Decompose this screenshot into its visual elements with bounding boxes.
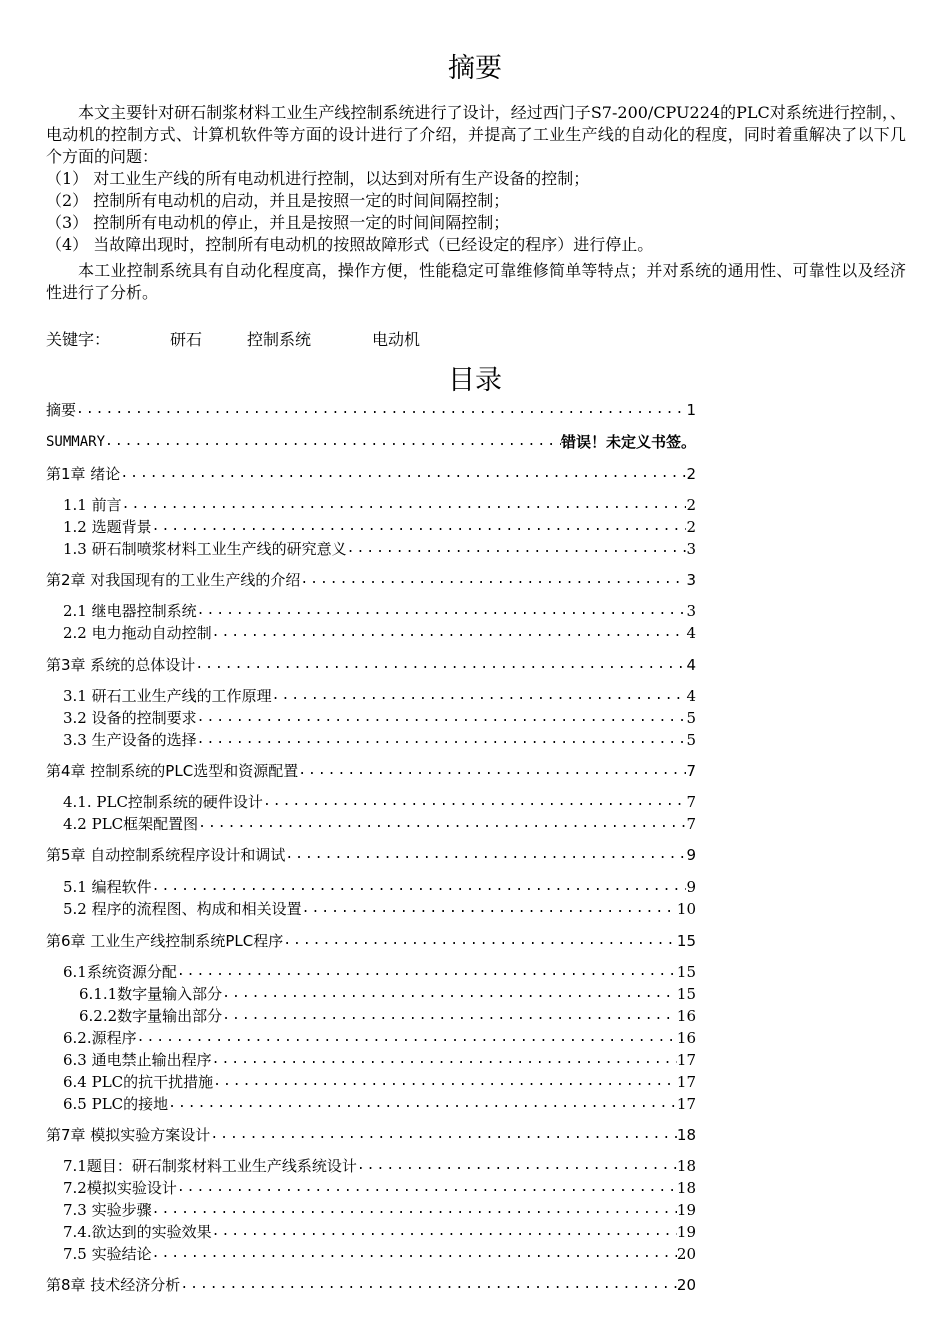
toc-entry-title: 第4章 控制系统的PLC选型和资源配置 xyxy=(46,762,299,780)
toc-entry-title: 第2章 对我国现有的工业生产线的介绍 xyxy=(46,571,301,589)
toc-dot-leader xyxy=(298,761,686,781)
toc-entry-title: 6.5 PLC的接地 xyxy=(63,1095,169,1113)
toc-dot-leader xyxy=(222,1006,677,1026)
toc-title: 目录 xyxy=(448,365,502,396)
toc-entry-title: 7.2模拟实验设计 xyxy=(63,1179,177,1197)
toc-entry[interactable] xyxy=(46,1048,696,1070)
abstract-item-4: （4） 当故障出现时，控制所有电动机的按照故障形式（已经设定的程序）进行停止。 xyxy=(46,235,654,254)
toc-entry-page: 15 xyxy=(676,963,696,981)
toc-dot-leader xyxy=(137,1028,677,1048)
abstract-item-1: （1） 对工业生产线的所有电动机进行控制，以达到对所有生产设备的控制； xyxy=(46,169,590,188)
toc-entry-page: 1 xyxy=(686,401,696,419)
toc-entry[interactable] xyxy=(46,812,696,834)
toc-entry-page: 16 xyxy=(676,1007,696,1025)
toc-entry[interactable] xyxy=(46,1092,696,1114)
keyword-2: 控制系统 xyxy=(247,330,312,349)
toc-dot-leader xyxy=(272,686,687,706)
toc-entry-page: 4 xyxy=(686,687,696,705)
toc-entry[interactable] xyxy=(46,1004,696,1026)
toc-entry-title: 6.1.1数字量输入部分 xyxy=(79,985,223,1003)
toc-dot-leader xyxy=(212,1050,677,1070)
toc-dot-leader xyxy=(285,845,686,865)
toc-entry[interactable] xyxy=(46,515,696,537)
toc-entry[interactable] xyxy=(46,1026,696,1048)
toc-entry-title: 6.3 通电禁止输出程序 xyxy=(63,1051,212,1069)
toc-entry-title: 1.3 研石制喷浆材料工业生产线的研究意义 xyxy=(63,540,347,558)
toc-entry[interactable] xyxy=(46,653,696,675)
toc-entry[interactable] xyxy=(46,1123,696,1145)
toc-entry-title: 6.2.2数字量输出部分 xyxy=(79,1007,223,1025)
toc-entry-page: 17 xyxy=(676,1095,696,1113)
toc-dot-leader xyxy=(122,495,687,515)
toc-entry-page: 2 xyxy=(686,496,696,514)
toc-entry[interactable] xyxy=(46,568,696,590)
toc-entry[interactable] xyxy=(46,462,696,484)
toc-entry-page: 20 xyxy=(676,1245,696,1263)
toc-entry[interactable] xyxy=(46,684,696,706)
toc-entry-title: 5.2 程序的流程图、构成和相关设置 xyxy=(63,900,302,918)
toc-entry[interactable] xyxy=(46,728,696,750)
toc-entry-title: 7.4.欲达到的实验效果 xyxy=(63,1223,212,1241)
toc-entry[interactable] xyxy=(46,790,696,812)
abstract-item-3: （3） 控制所有电动机的停止，并且是按照一定的时间间隔控制； xyxy=(46,213,510,232)
toc-dot-leader xyxy=(168,1094,677,1114)
toc-entry-title: 3.2 设备的控制要求 xyxy=(63,709,197,727)
toc-dot-leader xyxy=(302,899,677,919)
toc-entry-title: 1.1 前言 xyxy=(63,496,122,514)
toc-entry-title: 6.4 PLC的抗干扰措施 xyxy=(63,1073,214,1091)
toc-entry-page: 15 xyxy=(676,985,696,1003)
abstract-intro: 本文主要针对研石制浆材料工业生产线控制系统进行了设计，经过西门子S7-200/CPU224的PLC对系统进行控制，、电动机的控制方式、计算机软件等方面的设计进行了介绍，并提高了工业生产线的自动化的程度，同时着重解决了以下几个方面的问题： xyxy=(46,103,906,166)
toc-entry[interactable] xyxy=(46,1176,696,1198)
abstract-conclusion: 本工业控制系统具有自动化程度高，操作方便，性能稳定可靠维修简单等特点；并对系统的通用性、可靠性以及经济性进行了分析。 xyxy=(46,261,906,302)
toc-dot-leader xyxy=(210,1125,677,1145)
toc-entry[interactable] xyxy=(46,929,696,951)
toc-dot-leader xyxy=(212,1222,677,1242)
toc-entry[interactable] xyxy=(46,960,696,982)
toc-entry-page: 3 xyxy=(686,540,696,558)
toc-entry-page: 错误！未定义书签。 xyxy=(560,433,696,451)
toc-entry-page: 19 xyxy=(676,1223,696,1241)
toc-entry-page: 16 xyxy=(676,1029,696,1047)
toc-entry-page: 2 xyxy=(686,465,696,483)
keyword-1: 研石 xyxy=(170,330,203,349)
toc-dot-leader xyxy=(283,931,677,951)
toc-entry-title: 第1章 绪论 xyxy=(46,465,121,483)
toc-entry-title: 6.2.源程序 xyxy=(63,1029,137,1047)
toc-entry[interactable] xyxy=(46,621,696,643)
toc-entry[interactable] xyxy=(46,1154,696,1176)
toc-entry-page: 9 xyxy=(686,878,696,896)
toc-entry[interactable] xyxy=(46,897,696,919)
toc-dot-leader xyxy=(76,400,686,420)
toc-dot-leader xyxy=(105,432,561,452)
toc-entry-title: 第6章 工业生产线控制系统PLC程序 xyxy=(46,932,284,950)
toc-entry[interactable] xyxy=(46,537,696,559)
toc-dot-leader xyxy=(152,1244,677,1264)
abstract-title: 摘要 xyxy=(448,53,502,84)
toc-entry-title: 6.1系统资源分配 xyxy=(63,963,177,981)
toc-dot-leader xyxy=(212,623,687,643)
toc-entry-page: 4 xyxy=(686,624,696,642)
toc-entry[interactable] xyxy=(46,706,696,728)
toc-dot-leader xyxy=(300,570,686,590)
toc-dot-leader xyxy=(120,464,686,484)
toc-entry-title: 1.2 选题背景 xyxy=(63,518,152,536)
toc-dot-leader xyxy=(357,1156,677,1176)
toc-dot-leader xyxy=(222,984,677,1004)
toc-dot-leader xyxy=(197,708,687,728)
toc-entry-title: 4.1. PLC控制系统的硬件设计 xyxy=(63,793,263,811)
toc-entry[interactable] xyxy=(46,1070,696,1092)
toc-dot-leader xyxy=(177,962,677,982)
abstract-item-2: （2） 控制所有电动机的启动，并且是按照一定的时间间隔控制； xyxy=(46,191,510,210)
toc-dot-leader xyxy=(152,1200,677,1220)
toc-entry-title: 7.5 实验结论 xyxy=(63,1245,152,1263)
toc-dot-leader xyxy=(263,792,687,812)
toc-entry[interactable] xyxy=(46,398,696,420)
toc-entry-title: 3.3 生产设备的选择 xyxy=(63,731,197,749)
toc-entry-page: 5 xyxy=(686,731,696,749)
toc-entry-title: 7.1题目：研石制浆材料工业生产线系统设计 xyxy=(63,1157,357,1175)
toc-entry-page: 18 xyxy=(676,1179,696,1197)
toc-dot-leader xyxy=(177,1178,677,1198)
toc-entry-title: 第7章 模拟实验方案设计 xyxy=(46,1126,211,1144)
toc-dot-leader xyxy=(213,1072,677,1092)
toc-entry-page: 17 xyxy=(676,1051,696,1069)
toc-entry-page: 3 xyxy=(686,602,696,620)
toc-dot-leader xyxy=(152,517,687,537)
toc-entry-page: 19 xyxy=(676,1201,696,1219)
toc-entry-page: 18 xyxy=(676,1126,696,1144)
toc-entry-title: 2.2 电力拖动自动控制 xyxy=(63,624,212,642)
toc-entry-page: 7 xyxy=(686,762,696,780)
toc-entry-title: 4.2 PLC框架配置图 xyxy=(63,815,199,833)
toc-entry-page: 15 xyxy=(676,932,696,950)
toc-entry[interactable] xyxy=(46,430,696,452)
toc-dot-leader xyxy=(197,730,687,750)
toc-entry-title: 摘要 xyxy=(46,401,77,419)
toc-entry-page: 3 xyxy=(686,571,696,589)
toc-dot-leader xyxy=(198,814,686,834)
toc-entry-page: 9 xyxy=(686,846,696,864)
toc-entry-page: 7 xyxy=(686,815,696,833)
toc-entry[interactable] xyxy=(46,1273,696,1295)
toc-entry-page: 7 xyxy=(686,793,696,811)
toc-entry-page: 5 xyxy=(686,709,696,727)
toc-entry[interactable] xyxy=(46,599,696,621)
toc-dot-leader xyxy=(347,539,687,559)
toc-dot-leader xyxy=(152,877,687,897)
toc-entry[interactable] xyxy=(46,493,696,515)
toc-entry-page: 17 xyxy=(676,1073,696,1091)
toc-dot-leader xyxy=(195,655,686,675)
toc-entry[interactable] xyxy=(46,1242,696,1264)
keyword-3: 电动机 xyxy=(372,330,421,349)
toc-entry[interactable] xyxy=(46,875,696,897)
toc-entry-page: 10 xyxy=(676,900,696,918)
toc-entry-title: 5.1 编程软件 xyxy=(63,878,152,896)
toc-entry-page: 18 xyxy=(676,1157,696,1175)
toc-dot-leader xyxy=(197,601,687,621)
toc-entry[interactable] xyxy=(46,759,696,781)
toc-entry[interactable] xyxy=(46,1220,696,1242)
toc-entry[interactable] xyxy=(46,843,696,865)
toc-entry-title: SUMMARY xyxy=(46,434,106,450)
toc-entry-page: 4 xyxy=(686,656,696,674)
toc-entry-title: 2.1 继电器控制系统 xyxy=(63,602,197,620)
toc-entry-title: 第8章 技术经济分析 xyxy=(46,1276,181,1294)
toc-entry-title: 第3章 系统的总体设计 xyxy=(46,656,196,674)
toc-entry[interactable] xyxy=(46,1198,696,1220)
keywords-label: 关键字： xyxy=(46,330,111,349)
toc-entry-title: 第5章 自动控制系统程序设计和调试 xyxy=(46,846,286,864)
toc-entry-page: 2 xyxy=(686,518,696,536)
toc-entry-page: 20 xyxy=(676,1276,696,1294)
toc-dot-leader xyxy=(180,1275,677,1295)
toc-entry-title: 3.1 研石工业生产线的工作原理 xyxy=(63,687,272,705)
toc-entry[interactable] xyxy=(46,982,696,1004)
toc-entry-title: 7.3 实验步骤 xyxy=(63,1201,152,1219)
